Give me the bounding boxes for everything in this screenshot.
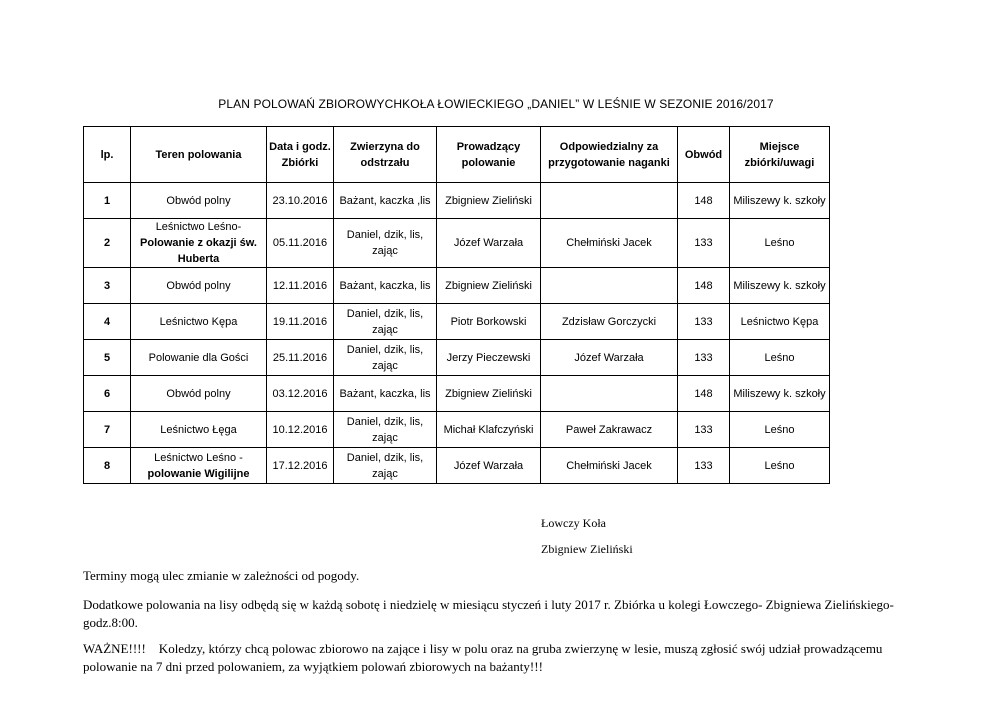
signature-role: Łowczy Koła bbox=[541, 516, 606, 530]
cell-teren bbox=[131, 183, 267, 219]
teren-bold-text: polowanie Wigilijne bbox=[147, 467, 250, 480]
cell-data: 23.10.2016 bbox=[267, 183, 334, 219]
table-row bbox=[84, 304, 830, 340]
header-teren: Teren polowania bbox=[131, 127, 267, 183]
table-header-row bbox=[84, 127, 830, 183]
cell-teren bbox=[131, 376, 267, 412]
cell-obwod: 133 bbox=[678, 340, 730, 376]
header-data: Data i godz. Zbiórki bbox=[267, 127, 334, 183]
note-wazne: WAŻNE!!!! Koledzy, którzy chcą polowac zbiorowo na zające i lisy w polu oraz na gruba zwierzynę w lesie, muszą zgłosić swój udział prowadzącemu polowanie na 7 dni przed polowaniem, za wyjątkiem polowań zbiorowych na bażanty!!! bbox=[83, 641, 886, 674]
cell-lp: 1 bbox=[84, 183, 131, 219]
cell-prowadzacy: Józef Warzała bbox=[437, 448, 541, 484]
cell-zwierzyna: Daniel, dzik, lis, zając bbox=[334, 448, 437, 484]
cell-lp: 8 bbox=[84, 448, 131, 484]
cell-data: 05.11.2016 bbox=[267, 219, 334, 268]
teren-text: Polowanie dla Gości bbox=[148, 351, 249, 364]
cell-data: 25.11.2016 bbox=[267, 340, 334, 376]
cell-lp: 7 bbox=[84, 412, 131, 448]
cell-zwierzyna: Daniel, dzik, lis, zając bbox=[334, 304, 437, 340]
cell-zwierzyna: Daniel, dzik, lis, zając bbox=[334, 340, 437, 376]
cell-obwod: 148 bbox=[678, 183, 730, 219]
cell-prowadzacy: Zbigniew Zieliński bbox=[437, 376, 541, 412]
teren-text: Obwód polny bbox=[166, 194, 231, 207]
cell-prowadzacy: Michał Klafczyński bbox=[437, 412, 541, 448]
cell-lp: 2 bbox=[84, 219, 131, 268]
cell-teren bbox=[131, 340, 267, 376]
cell-prowadzacy: Józef Warzała bbox=[437, 219, 541, 268]
cell-miejsce: Miliszewy k. szkoły bbox=[730, 268, 830, 304]
cell-zwierzyna: Daniel, dzik, lis, zając bbox=[334, 412, 437, 448]
cell-obwod: 148 bbox=[678, 376, 730, 412]
cell-prowadzacy: Zbigniew Zieliński bbox=[437, 268, 541, 304]
header-lp: lp. bbox=[84, 127, 131, 183]
teren-text: Leśnictwo Leśno - bbox=[154, 451, 243, 464]
cell-teren bbox=[131, 219, 267, 268]
teren-text: Leśnictwo Łęga bbox=[160, 423, 237, 436]
cell-prowadzacy: Jerzy Pieczewski bbox=[437, 340, 541, 376]
header-obwod: Obwód bbox=[678, 127, 730, 183]
cell-teren bbox=[131, 412, 267, 448]
cell-miejsce: Leśno bbox=[730, 340, 830, 376]
teren-bold-text: Polowanie z okazji św. Huberta bbox=[140, 237, 257, 265]
cell-zwierzyna: Bażant, kaczka ,lis bbox=[334, 183, 437, 219]
cell-odpowiedzialny: Paweł Zakrawacz bbox=[541, 412, 678, 448]
cell-odpowiedzialny bbox=[541, 376, 678, 412]
header-prowadzacy: Prowadzący polowanie bbox=[437, 127, 541, 183]
hunting-plan-table bbox=[83, 126, 830, 484]
cell-obwod: 133 bbox=[678, 219, 730, 268]
cell-miejsce: Leśno bbox=[730, 448, 830, 484]
cell-odpowiedzialny: Chełmiński Jacek bbox=[541, 448, 678, 484]
note-terminy: Terminy mogą ulec zmianie w zależności od pogody. bbox=[83, 568, 360, 583]
table-row bbox=[84, 183, 830, 219]
cell-lp: 3 bbox=[84, 268, 131, 304]
cell-miejsce: Miliszewy k. szkoły bbox=[730, 376, 830, 412]
cell-lp: 6 bbox=[84, 376, 131, 412]
teren-text: Obwód polny bbox=[166, 387, 231, 400]
table-row bbox=[84, 412, 830, 448]
cell-odpowiedzialny: Józef Warzała bbox=[541, 340, 678, 376]
table-row bbox=[84, 448, 830, 484]
cell-obwod: 133 bbox=[678, 412, 730, 448]
cell-prowadzacy: Zbigniew Zieliński bbox=[437, 183, 541, 219]
cell-zwierzyna: Bażant, kaczka, lis bbox=[334, 376, 437, 412]
table-row bbox=[84, 376, 830, 412]
cell-obwod: 133 bbox=[678, 448, 730, 484]
header-odpowiedzialny: Odpowiedzialny za przygotowanie naganki bbox=[541, 127, 678, 183]
cell-miejsce: Leśno bbox=[730, 219, 830, 268]
cell-data: 03.12.2016 bbox=[267, 376, 334, 412]
cell-odpowiedzialny bbox=[541, 183, 678, 219]
header-zwierzyna: Zwierzyna do odstrzału bbox=[334, 127, 437, 183]
page-title: PLAN POLOWAŃ ZBIOROWYCHKOŁA ŁOWIECKIEGO „DANIEL” W LEŚNIE W SEZONIE 2016/2017 bbox=[218, 97, 774, 111]
teren-text: Obwód polny bbox=[166, 279, 231, 292]
cell-zwierzyna: Daniel, dzik, lis, zając bbox=[334, 219, 437, 268]
cell-data: 19.11.2016 bbox=[267, 304, 334, 340]
cell-data: 10.12.2016 bbox=[267, 412, 334, 448]
cell-miejsce: Miliszewy k. szkoły bbox=[730, 183, 830, 219]
cell-lp: 4 bbox=[84, 304, 131, 340]
note-dodatkowe: Dodatkowe polowania na lisy odbędą się w każdą sobotę i niedzielę w miesiącu styczeń i luty 2017 r. Zbiórka u kolegi Łowczego- Zbigniewa Zielińskiego- godz.8:00. bbox=[83, 597, 894, 630]
cell-lp: 5 bbox=[84, 340, 131, 376]
cell-data: 12.11.2016 bbox=[267, 268, 334, 304]
cell-teren bbox=[131, 268, 267, 304]
header-miejsce: Miejsce zbiórki/uwagi bbox=[730, 127, 830, 183]
cell-teren bbox=[131, 448, 267, 484]
cell-zwierzyna: Bażant, kaczka, lis bbox=[334, 268, 437, 304]
cell-data: 17.12.2016 bbox=[267, 448, 334, 484]
cell-miejsce: Leśnictwo Kępa bbox=[730, 304, 830, 340]
cell-odpowiedzialny: Chełmiński Jacek bbox=[541, 219, 678, 268]
cell-miejsce: Leśno bbox=[730, 412, 830, 448]
teren-text: Leśnictwo Kępa bbox=[159, 315, 238, 328]
table-row bbox=[84, 268, 830, 304]
cell-teren bbox=[131, 304, 267, 340]
teren-text: Leśnictwo Leśno- bbox=[155, 221, 242, 233]
table-row bbox=[84, 219, 830, 268]
cell-obwod: 148 bbox=[678, 268, 730, 304]
cell-prowadzacy: Piotr Borkowski bbox=[437, 304, 541, 340]
signature-name: Zbigniew Zieliński bbox=[541, 542, 633, 556]
table-row bbox=[84, 340, 830, 376]
cell-odpowiedzialny bbox=[541, 268, 678, 304]
cell-odpowiedzialny: Zdzisław Gorczycki bbox=[541, 304, 678, 340]
cell-obwod: 133 bbox=[678, 304, 730, 340]
